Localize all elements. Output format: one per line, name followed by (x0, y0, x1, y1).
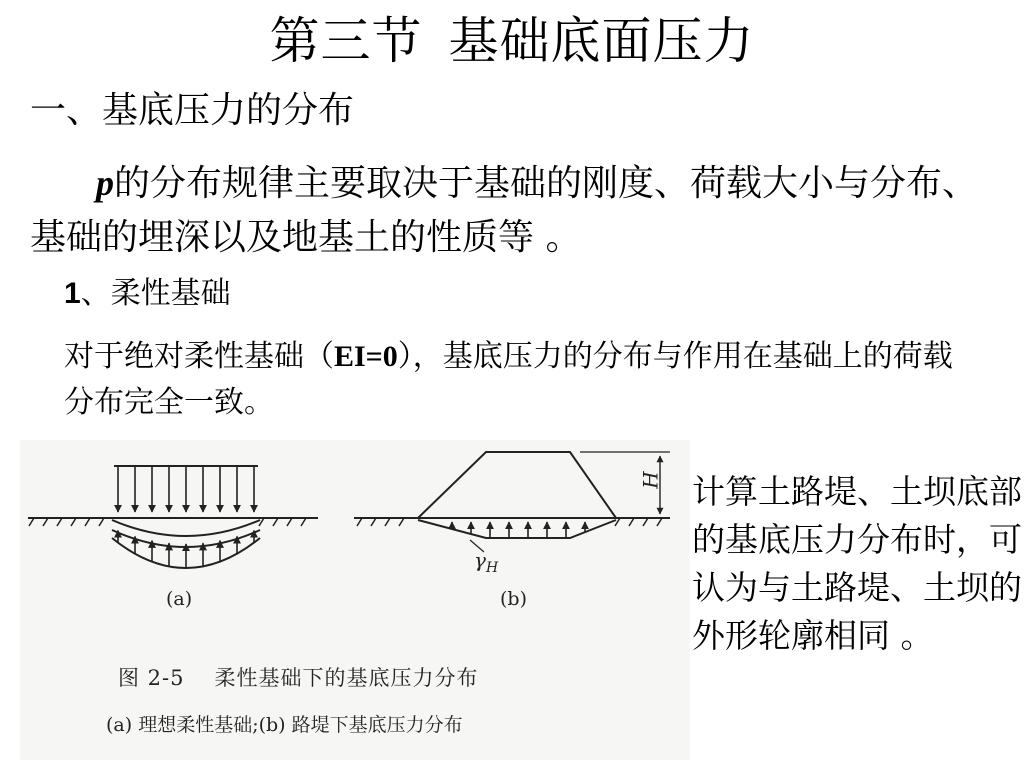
gamma-subscript: H (485, 560, 499, 576)
figure-2-5 (20, 440, 690, 760)
embankment-note: 计算土路堤、土坝底部的基底压力分布时，可认为与土路堤、土坝的外形轮廓相同 。 (692, 472, 1022, 655)
embankment-outline (418, 452, 616, 518)
subsection-title: 、柔性基础 (80, 276, 231, 311)
section-heading: 一、基底压力的分布 (30, 90, 355, 131)
foundation-top-curve (112, 520, 260, 536)
diagram-b-embankment (354, 452, 670, 552)
diagram-a-label: (a) (166, 588, 193, 610)
intro-paragraph-text: 的分布规律主要取决于基础的刚度、荷载大小与分布、基础的埋深以及地基土的性质等 。 (30, 163, 979, 258)
height-label: H (638, 471, 663, 489)
ground-hatch-a (29, 518, 306, 526)
uniform-load-arrows (118, 466, 254, 512)
pressure-envelope-b (418, 520, 616, 538)
diagram-a-flexible-foundation (28, 466, 318, 568)
flexible-foundation-paragraph (64, 334, 964, 426)
figure-subcaption: (a) 理想柔性基础;(b) 路堤下基底压力分布 (106, 714, 463, 736)
figure-caption (118, 662, 479, 692)
ei-formula: EI=0 (334, 340, 398, 373)
figure-number: 图 2-5 (118, 666, 185, 690)
title-section-number: 第三节 (269, 12, 423, 70)
diagram-b-label: (b) (500, 588, 527, 610)
subsection-number: 1 (64, 277, 81, 310)
para2-text-start: 对于绝对柔性基础（ (64, 339, 334, 374)
figure-caption-title: 柔性基础下的基底压力分布 (214, 666, 479, 690)
para2-text-end: ），基底压力的分布与作用在基础上的荷载分布完全一致。 (64, 339, 953, 420)
subsection-heading (64, 274, 231, 314)
page-title (0, 8, 1024, 74)
base-pressure-arrows-b (452, 522, 585, 538)
pressure-variable: p (96, 163, 114, 203)
title-topic: 基础底面压力 (448, 12, 755, 70)
gamma-h-label (474, 548, 498, 576)
gamma-symbol: γ (474, 548, 486, 572)
intro-paragraph (30, 156, 1000, 265)
